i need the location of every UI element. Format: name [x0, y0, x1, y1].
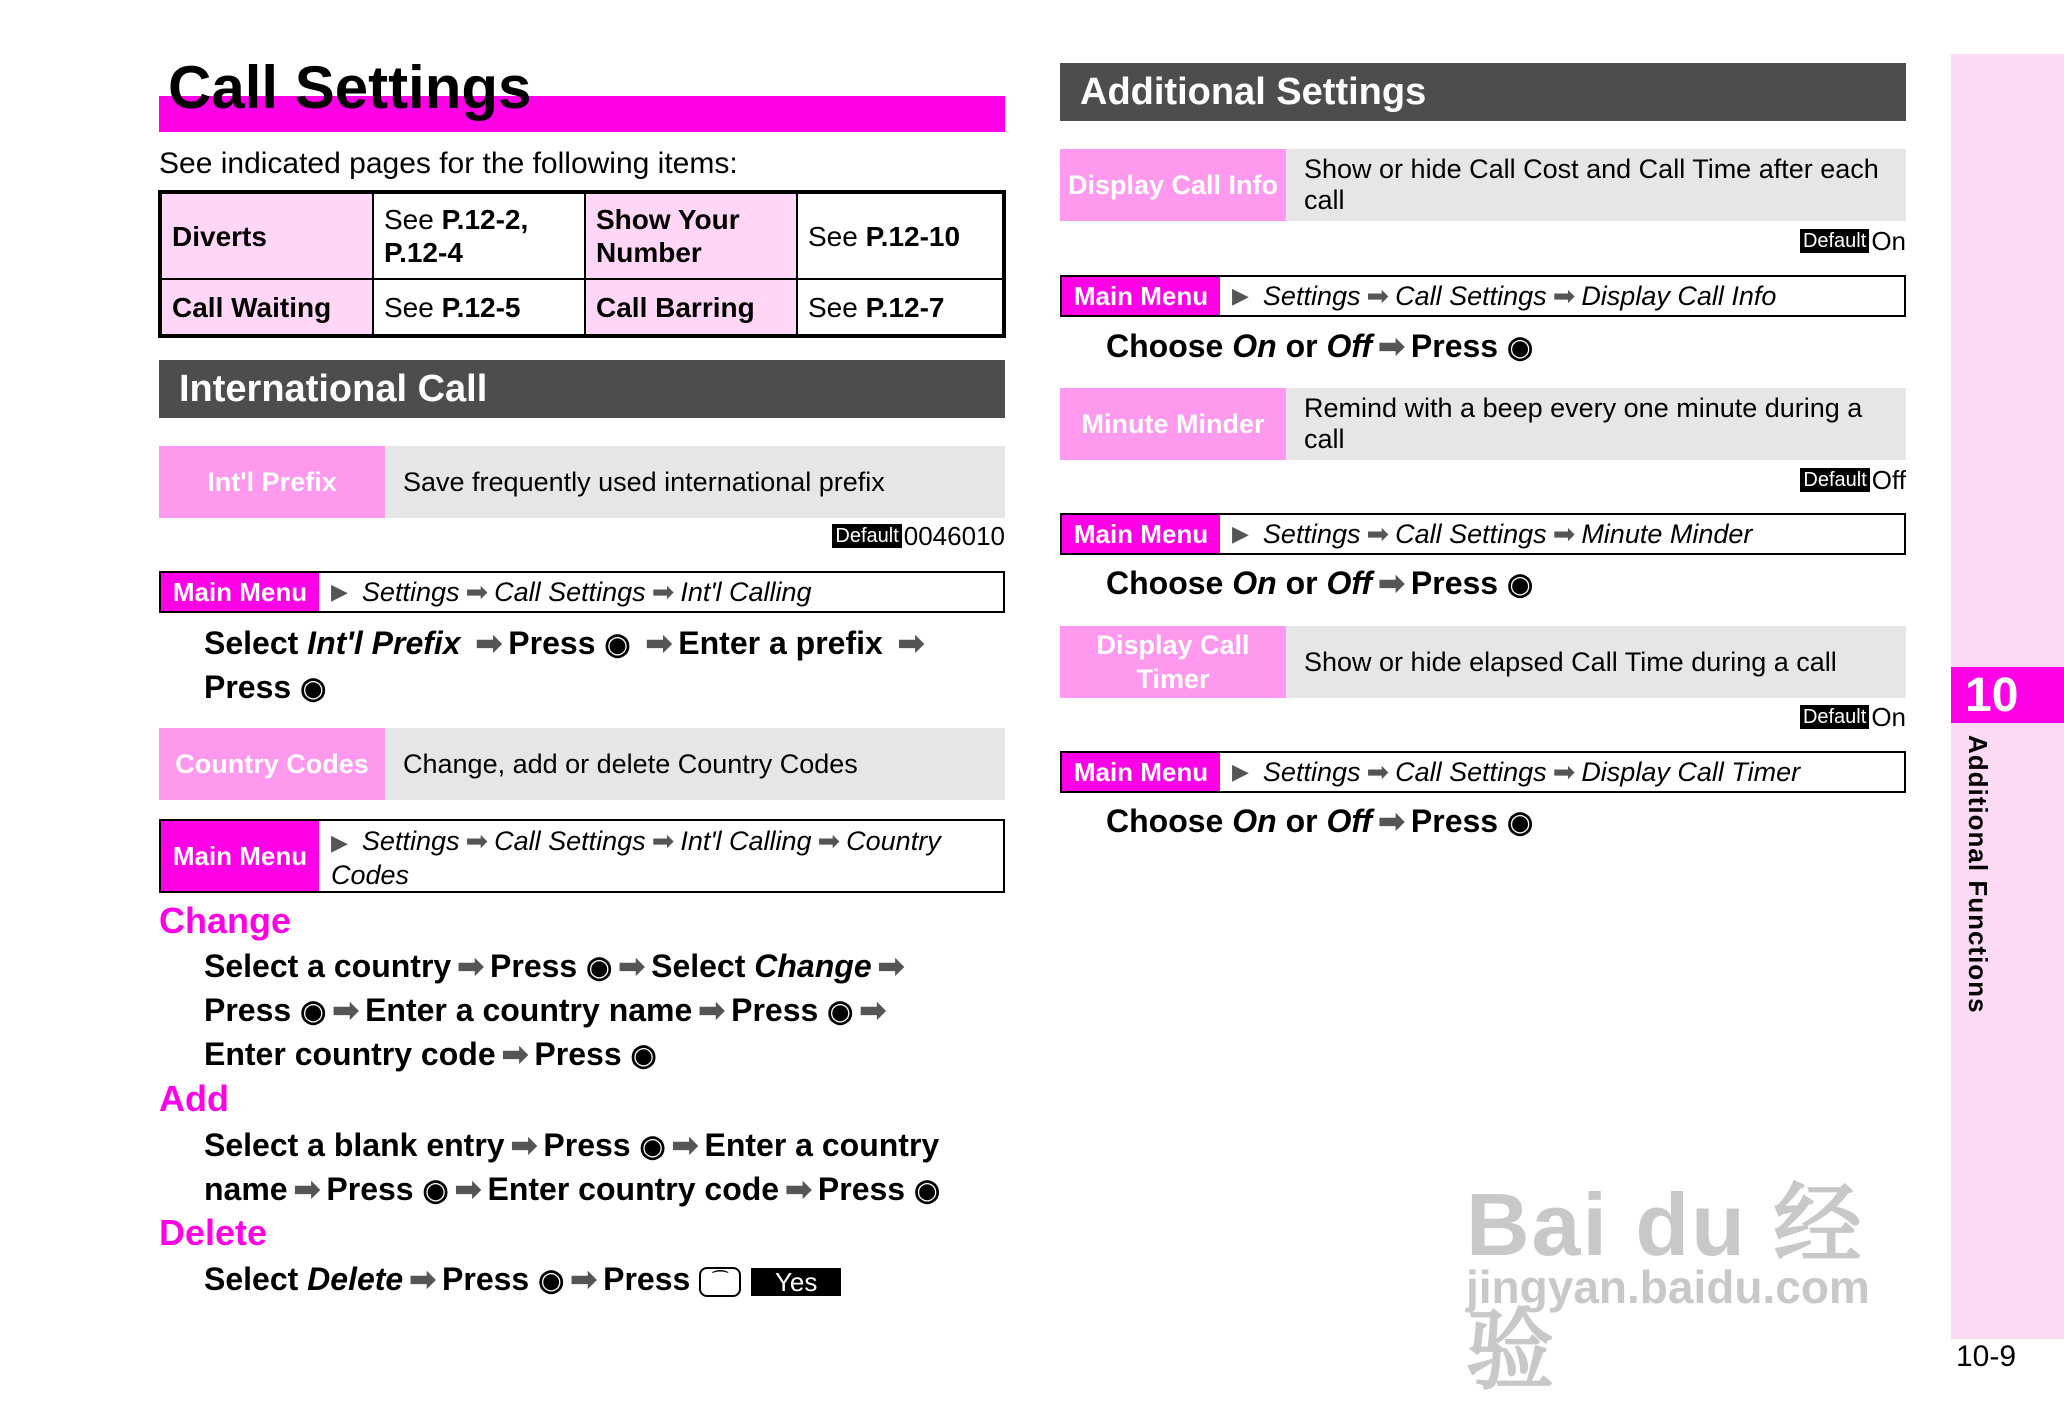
menu-path [159, 571, 1005, 613]
page-title: Call Settings [168, 54, 532, 121]
main-menu-label: Main Menu [1062, 277, 1220, 315]
change-steps: Select a country ➡ Press ◉ ➡ Select Change ➡ Press ◉ ➡ Enter a country name ➡ Press ◉ ➡ Enter country code ➡ Press ◉ [204, 948, 905, 1072]
feature-label: Country Codes [159, 728, 385, 800]
table-row [160, 279, 1004, 336]
center-select-key-icon: ◉ [1506, 806, 1534, 839]
intro-text: See indicated pages for the following items: [159, 147, 738, 180]
main-menu-label: Main Menu [1062, 753, 1220, 791]
triangle-right-icon: ▶ [331, 579, 348, 604]
menu-path [1060, 513, 1906, 555]
page-number: 10-9 [1956, 1340, 2017, 1373]
default-value [700, 520, 1005, 552]
table-cell: Call Waiting [160, 279, 373, 336]
triangle-right-icon: ▶ [1232, 521, 1249, 546]
delete-heading: Delete [159, 1212, 268, 1253]
feature-description: Show or hide elapsed Call Time during a call [1286, 626, 1906, 698]
center-select-key-icon: ◉ [538, 1264, 565, 1297]
center-select-key-icon: ◉ [586, 951, 613, 984]
triangle-right-icon: ▶ [331, 830, 348, 855]
arrow-right-icon: ➡ [465, 577, 489, 607]
default-text: On [1871, 225, 1906, 256]
triangle-right-icon: ▶ [1232, 759, 1249, 784]
table-cell: Show Your Number [585, 192, 797, 279]
arrow-right-icon: ➡ [897, 625, 925, 661]
arrow-right-icon: ➡ [501, 1036, 529, 1072]
center-select-key-icon: ◉ [300, 672, 327, 705]
table-row [160, 192, 1004, 279]
feature-label: Display Call Timer [1060, 626, 1286, 698]
country-codes-row [159, 728, 1005, 800]
arrow-right-icon: ➡ [570, 1261, 598, 1297]
arrow-right-icon: ➡ [877, 948, 905, 984]
arrow-right-icon: ➡ [332, 992, 360, 1028]
step-instructions: Choose On or Off ➡ Press ◉ [1106, 565, 1534, 601]
arrow-right-icon: ➡ [1552, 757, 1576, 787]
minute-minder-row [1060, 388, 1906, 460]
arrow-right-icon: ➡ [409, 1261, 437, 1297]
default-tag: Default [1800, 468, 1869, 492]
step-instructions: Select Int'l Prefix ➡ Press ◉ ➡ Enter a prefix ➡ Press ◉ [204, 625, 925, 705]
chapter-title: Additional Functions [1963, 735, 1993, 1014]
default-text: On [1871, 701, 1906, 732]
default-value [1700, 225, 1906, 257]
arrow-right-icon: ➡ [1378, 803, 1405, 839]
menu-path-text: ▶ Settings ➡ Call Settings ➡ Int'l Calling [331, 577, 812, 607]
table-cell: See P.12-5 [373, 279, 585, 336]
feature-description: Save frequently used international prefix [385, 446, 1005, 518]
menu-path [1060, 751, 1906, 793]
arrow-right-icon: ➡ [1378, 565, 1405, 601]
add-heading: Add [159, 1078, 229, 1119]
chapter-number-tab: 10 [1951, 667, 2064, 723]
arrow-right-icon: ➡ [698, 992, 726, 1028]
arrow-right-icon: ➡ [618, 948, 646, 984]
main-menu-label: Main Menu [161, 573, 319, 611]
default-value [1700, 701, 1906, 733]
center-select-key-icon: ◉ [639, 1130, 666, 1163]
center-select-key-icon: ◉ [604, 628, 631, 661]
step-instructions: Choose On or Off ➡ Press ◉ [1106, 803, 1534, 839]
feature-description: Remind with a beep every one minute during a call [1286, 388, 1906, 460]
feature-description: Show or hide Call Cost and Call Time after each call [1286, 149, 1906, 221]
table-cell: See P.12-2, P.12-4 [373, 192, 585, 279]
menu-path [159, 819, 1005, 893]
center-select-key-icon: ◉ [1506, 331, 1534, 364]
arrow-right-icon: ➡ [475, 625, 503, 661]
default-text: 0046010 [903, 520, 1005, 551]
menu-path-text: ▶ Settings ➡ Call Settings ➡ Minute Minder [1232, 519, 1753, 549]
arrow-right-icon: ➡ [651, 826, 675, 856]
feature-label: Display Call Info [1060, 149, 1286, 221]
table-cell: See P.12-7 [797, 279, 1004, 336]
feature-label: Int'l Prefix [159, 446, 385, 518]
main-menu-label: Main Menu [1062, 515, 1220, 553]
feature-label: Minute Minder [1060, 388, 1286, 460]
arrow-right-icon: ➡ [671, 1127, 699, 1163]
arrow-right-icon: ➡ [817, 826, 841, 856]
center-select-key-icon: ◉ [630, 1039, 657, 1072]
table-cell: See P.12-10 [797, 192, 1004, 279]
yes-softkey-label: Yes [751, 1268, 841, 1296]
intl-prefix-row [159, 446, 1005, 518]
baidu-watermark: Bai du 经验 jingyan.baidu.com [1466, 1175, 1870, 1400]
arrow-right-icon: ➡ [1366, 281, 1390, 311]
additional-settings-header: Additional Settings [1060, 63, 1906, 121]
arrow-right-icon: ➡ [1552, 519, 1576, 549]
table-cell: Diverts [160, 192, 373, 279]
arrow-right-icon: ➡ [1366, 519, 1390, 549]
arrow-right-icon: ➡ [454, 1171, 482, 1207]
international-call-header: International Call [159, 360, 1005, 418]
arrow-right-icon: ➡ [645, 625, 673, 661]
table-cell: Call Barring [585, 279, 797, 336]
display-call-timer-row [1060, 626, 1906, 698]
change-heading: Change [159, 900, 292, 941]
step-instructions: Choose On or Off ➡ Press ◉ [1106, 328, 1534, 364]
reference-table [158, 190, 1006, 338]
feature-description: Change, add or delete Country Codes [385, 728, 1005, 800]
arrow-right-icon: ➡ [1552, 281, 1576, 311]
display-call-info-row [1060, 149, 1906, 221]
arrow-right-icon: ➡ [1366, 757, 1390, 787]
arrow-right-icon: ➡ [510, 1127, 538, 1163]
delete-steps: Select Delete ➡ Press ◉ ➡ Press ⁀ Yes [204, 1258, 841, 1302]
arrow-right-icon: ➡ [651, 577, 675, 607]
default-text: Off [1871, 464, 1906, 495]
soft-key-icon: ⁀ [699, 1267, 741, 1297]
triangle-right-icon: ▶ [1232, 283, 1249, 308]
arrow-right-icon: ➡ [785, 1171, 812, 1207]
default-tag: Default [832, 524, 901, 548]
arrow-right-icon: ➡ [465, 826, 489, 856]
center-select-key-icon: ◉ [300, 995, 327, 1028]
arrow-right-icon: ➡ [457, 948, 485, 984]
default-value [1700, 464, 1906, 496]
default-tag: Default [1800, 229, 1869, 253]
center-select-key-icon: ◉ [827, 995, 854, 1028]
menu-path-text: ▶ Settings ➡ Call Settings ➡ Display Call Info [1232, 281, 1777, 311]
arrow-right-icon: ➡ [859, 992, 887, 1028]
menu-path [1060, 275, 1906, 317]
main-menu-label: Main Menu [161, 821, 319, 891]
center-select-key-icon: ◉ [913, 1174, 941, 1207]
center-select-key-icon: ◉ [1506, 568, 1534, 601]
default-tag: Default [1800, 705, 1869, 729]
arrow-right-icon: ➡ [293, 1171, 321, 1207]
menu-path-text: ▶ Settings ➡ Call Settings ➡ Display Call Timer [1232, 757, 1801, 787]
center-select-key-icon: ◉ [422, 1174, 449, 1207]
arrow-right-icon: ➡ [1378, 328, 1405, 364]
add-steps: Select a blank entry ➡ Press ◉ ➡ Enter a country name ➡ Press ◉ ➡ Enter country code ➡ Press ◉ [204, 1127, 941, 1207]
menu-path-text: ▶ Settings ➡ Call Settings ➡ Int'l Calling ➡ Country Codes [331, 826, 941, 890]
